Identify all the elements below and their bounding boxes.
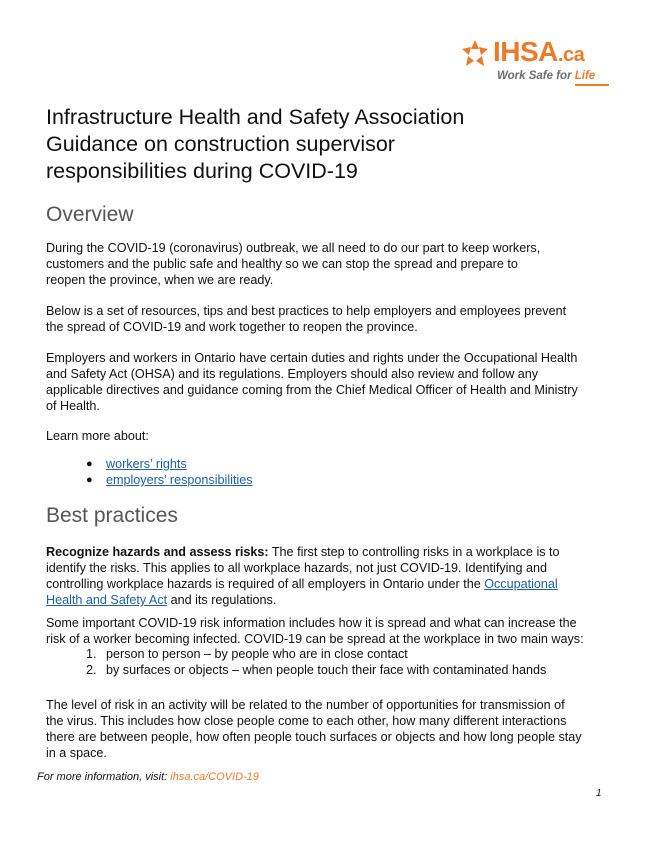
tagline-swoosh — [575, 84, 609, 86]
list-item: 1. person to person – by people who are in close contact — [86, 647, 408, 661]
learn-more-list — [86, 456, 253, 488]
title-line: responsibilities during COVID-19 — [46, 159, 358, 183]
ohsa-link-part-2[interactable]: Health and Safety Act — [46, 593, 168, 607]
list-item — [86, 456, 253, 472]
risk-info-paragraph: Some important COVID-19 risk information includes how it is spread and what can increase the risk of a worker becoming infected. COVID-19 can be spread at the workplace in two main ways: — [46, 616, 584, 646]
list-item — [86, 472, 253, 488]
document-title — [46, 104, 606, 185]
page-number: 1 — [596, 788, 602, 799]
ihsa-logo-name: IHSA.ca — [493, 36, 585, 67]
transmission-ways-list — [86, 646, 546, 678]
ihsa-logo-icon — [457, 36, 493, 72]
bullet-icon: ● — [86, 458, 93, 470]
overview-heading: Overview — [46, 203, 134, 226]
title-line: Guidance on construction supervisor — [46, 132, 395, 156]
learn-more-label: Learn more about: — [46, 429, 149, 443]
footer-info: For more information, visit: ihsa.ca/COVID-19 — [37, 771, 259, 783]
employers-responsibilities-link[interactable]: employers’ responsibilities — [106, 473, 253, 487]
list-item: 2. by surfaces or objects – when people touch their face with contaminated hands — [86, 663, 547, 677]
overview-paragraph-2: Below is a set of resources, tips and best practices to help employers and employees prevent the spread of COVID-19 and work together to reopen the province. — [46, 304, 567, 334]
title-line: Infrastructure Health and Safety Association — [46, 105, 465, 129]
risk-level-paragraph: The level of risk in an activity will be related to the number of opportunities for transmission of the virus. This includes how close people come to each other, how many different interactions there are between people, how often people touch surfaces or objects and how long people stay in a space. — [46, 698, 582, 760]
recognize-hazards-paragraph: Recognize hazards and assess risks: The first step to controlling risks in a workplace is to identify the risks. This applies to all workplace hazards, not just COVID-19. Identifying and controlling workplace hazards is required of all employers in Ontario under the Occupational Health and Safety Act and its regulations. — [46, 545, 560, 607]
best-practices-heading: Best practices — [46, 504, 178, 527]
overview-paragraph-3: Employers and workers in Ontario have certain duties and rights under the Occupational Health and Safety Act (OHSA) and its regulations. Employers should also review and follow any applicable directives and guidance coming from the Chief Medical Officer of Health and Ministry of Health. — [46, 351, 578, 413]
ohsa-link-part-1[interactable]: Occupational — [484, 577, 558, 591]
ihsa-logo-tagline: Work Safe for Life — [497, 70, 595, 82]
recognize-hazards-lead: Recognize hazards and assess risks: — [46, 545, 269, 559]
overview-paragraph-1: During the COVID-19 (coronavirus) outbreak, we all need to do our part to keep workers, customers and the public safe and healthy so we can stop the spread and prepare to reopen the province, when we are ready. — [46, 241, 541, 287]
ihsa-logo — [455, 36, 615, 92]
footer-covid-link[interactable]: ihsa.ca/COVID-19 — [170, 771, 259, 783]
workers-rights-link[interactable]: workers’ rights — [106, 457, 187, 471]
bullet-icon: ● — [86, 474, 93, 486]
